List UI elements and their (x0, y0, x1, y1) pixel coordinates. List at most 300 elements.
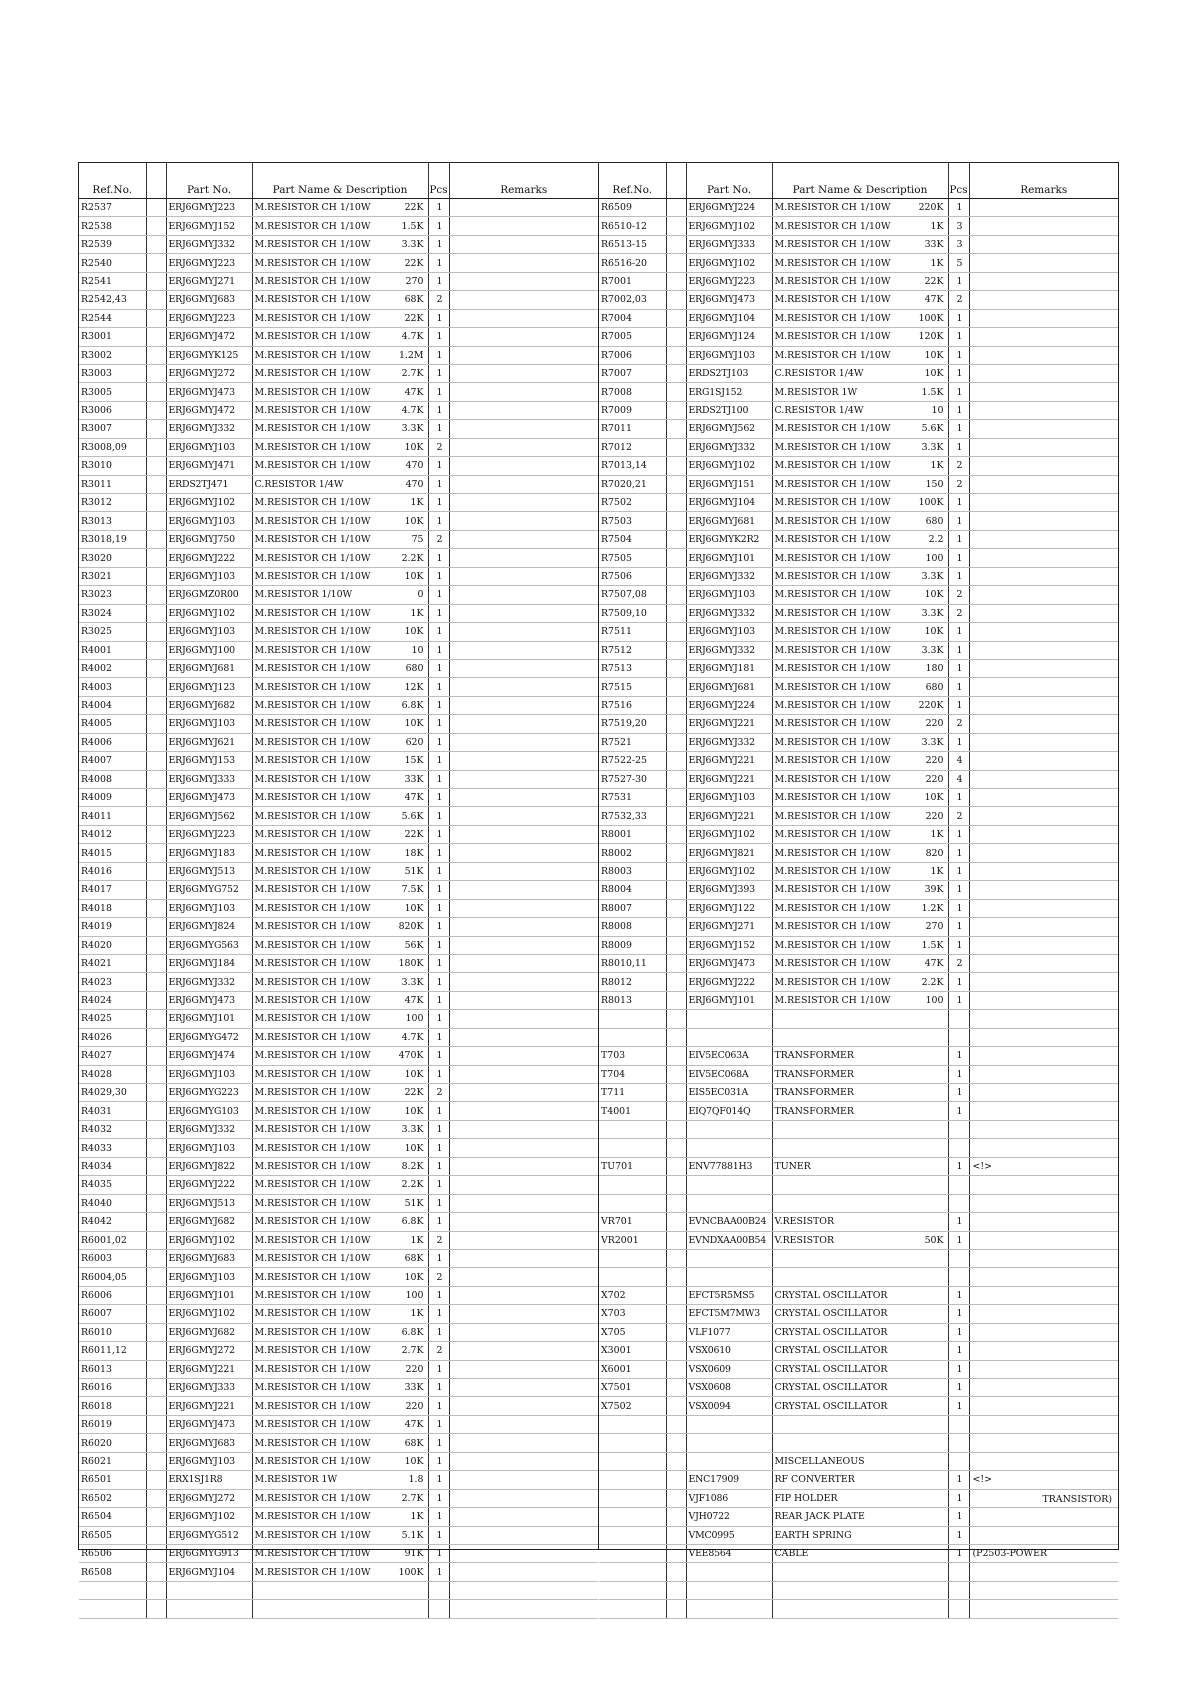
part-name: M.RESISTOR CH 1/10W (254, 1548, 371, 1560)
remarks-cell (449, 1120, 598, 1138)
part-no-cell: ERJ6GMYJ122 (686, 899, 772, 917)
remarks-cell (969, 364, 1118, 382)
pcs-cell: 1 (428, 364, 449, 382)
part-no-cell: ERJ6GMYJ332 (686, 567, 772, 585)
col-header-part: Part No. (686, 163, 772, 199)
part-name: M.RESISTOR CH 1/10W (774, 202, 891, 214)
part-value: 680 (925, 515, 944, 527)
remarks-cell (969, 1010, 1118, 1028)
remarks-cell (449, 272, 598, 290)
part-no-cell: ERJ6GMYJ103 (166, 715, 252, 733)
remarks-cell (969, 346, 1118, 364)
blank-cell (666, 770, 686, 788)
pcs-cell (948, 1563, 969, 1581)
table-row (79, 1268, 598, 1286)
description-cell (772, 567, 948, 585)
blank-cell (146, 254, 166, 272)
description-cell (252, 364, 428, 382)
remarks-cell (969, 1249, 1118, 1267)
remarks-cell (449, 1434, 598, 1452)
part-name: M.RESISTOR CH 1/10W (254, 368, 371, 380)
part-value: 91K (404, 1548, 424, 1560)
description-cell (252, 1397, 428, 1415)
description-cell (252, 954, 428, 972)
description-cell (772, 272, 948, 290)
remarks-cell (449, 1508, 598, 1526)
part-name: M.RESISTOR CH 1/10W (254, 570, 371, 582)
pcs-cell (948, 1139, 969, 1157)
table-row (599, 1600, 1118, 1618)
description-cell (252, 567, 428, 585)
blank-cell (666, 1323, 686, 1341)
part-name: M.RESISTOR CH 1/10W (774, 239, 891, 251)
col-header-desc: Part Name & Description (252, 163, 428, 199)
part-value: 22K (404, 202, 424, 214)
description-cell (252, 475, 428, 493)
part-name: M.RESISTOR 1W (774, 386, 858, 398)
part-value: 220K (918, 700, 944, 712)
part-no-cell: ERJ6GMYJ683 (166, 1434, 252, 1452)
description-cell (252, 770, 428, 788)
description-cell (772, 659, 948, 677)
ref-no-cell: R8013 (599, 991, 666, 1009)
part-no-cell: ERJ6GMYJ103 (166, 1065, 252, 1083)
ref-no-cell (599, 1139, 666, 1157)
part-value: 180 (925, 663, 944, 675)
description-cell (252, 1360, 428, 1378)
ref-no-cell: R4018 (79, 899, 146, 917)
blank-cell (146, 364, 166, 382)
remarks-cell (969, 1286, 1118, 1304)
pcs-cell: 1 (948, 309, 969, 327)
description-cell (772, 1305, 948, 1323)
blank-cell (666, 272, 686, 290)
part-no-cell: ERJ6GMYJ513 (166, 862, 252, 880)
part-value: 220 (405, 1363, 424, 1375)
ref-no-cell (599, 1249, 666, 1267)
blank-cell (666, 881, 686, 899)
description-cell (772, 862, 948, 880)
table-row (79, 752, 598, 770)
description-cell (772, 1452, 948, 1470)
description-cell (772, 346, 948, 364)
table-row (79, 401, 598, 419)
table-row (79, 862, 598, 880)
part-name: M.RESISTOR CH 1/10W (254, 1013, 371, 1025)
part-value: 22K (404, 257, 424, 269)
blank-cell (666, 1305, 686, 1323)
remarks-cell (449, 807, 598, 825)
blank-cell (666, 1600, 686, 1618)
description-cell (252, 1581, 428, 1599)
part-no-cell: ERJ6GMYJ123 (166, 678, 252, 696)
part-name: C.RESISTOR 1/4W (774, 368, 864, 380)
ref-no-cell: R7002,03 (599, 291, 666, 309)
part-name: CRYSTAL OSCILLATOR (774, 1382, 888, 1394)
blank-cell (666, 696, 686, 714)
ref-no-cell: R8007 (599, 899, 666, 917)
table-row (79, 420, 598, 438)
blank-cell (666, 383, 686, 401)
remarks-cell (449, 973, 598, 991)
blank-cell (146, 272, 166, 290)
part-no-cell: ERJ6GMYJ682 (166, 696, 252, 714)
col-header-part: Part No. (166, 163, 252, 199)
remarks-cell (449, 991, 598, 1009)
ref-no-cell: R4028 (79, 1065, 146, 1083)
part-no-cell (686, 1452, 772, 1470)
remarks-cell (449, 623, 598, 641)
description-cell (252, 272, 428, 290)
ref-no-cell: R6018 (79, 1397, 146, 1415)
ref-no-cell: R7521 (599, 733, 666, 751)
blank-cell (146, 475, 166, 493)
description-cell (772, 789, 948, 807)
description-cell (772, 328, 948, 346)
description-cell (252, 1120, 428, 1138)
part-no-cell: ERJ6GMYJ621 (166, 733, 252, 751)
remarks-cell (969, 309, 1118, 327)
part-value: 75 (411, 534, 424, 546)
part-name: M.RESISTOR CH 1/10W (774, 773, 891, 785)
table-row (599, 973, 1118, 991)
part-no-cell: ERJ6GMYJ332 (686, 604, 772, 622)
blank-cell (666, 1120, 686, 1138)
pcs-cell: 1 (428, 1286, 449, 1304)
ref-no-cell: R4019 (79, 918, 146, 936)
part-value: 1.5K (401, 220, 424, 232)
parts-table (79, 163, 598, 1619)
table-row (599, 272, 1118, 290)
part-value: 47K (404, 792, 424, 804)
part-value: 47K (924, 294, 944, 306)
part-no-cell: ERJ6GMYJ222 (166, 1176, 252, 1194)
description-cell (252, 1526, 428, 1544)
pcs-cell: 1 (948, 1323, 969, 1341)
remarks-cell (449, 328, 598, 346)
part-value: 47K (404, 995, 424, 1007)
blank-cell (666, 733, 686, 751)
table-row (599, 1047, 1118, 1065)
table-header-row (599, 163, 1118, 199)
table-row (79, 1010, 598, 1028)
part-value: 1.5K (921, 939, 944, 951)
remarks-cell (969, 1139, 1118, 1157)
description-cell (772, 512, 948, 530)
ref-no-cell (599, 1526, 666, 1544)
ref-no-cell: R7515 (599, 678, 666, 696)
blank-cell (146, 1102, 166, 1120)
table-row (79, 328, 598, 346)
part-no-cell: ERJ6GMYJ221 (166, 1397, 252, 1415)
ref-no-cell: R4027 (79, 1047, 146, 1065)
blank-cell (146, 291, 166, 309)
pcs-cell: 1 (948, 1231, 969, 1249)
blank-cell (666, 567, 686, 585)
description-cell (772, 420, 948, 438)
description-cell (252, 1323, 428, 1341)
part-name: CRYSTAL OSCILLATOR (774, 1363, 888, 1375)
part-no-cell (686, 1010, 772, 1028)
description-cell (252, 807, 428, 825)
remarks-cell (449, 235, 598, 253)
blank-cell (666, 1268, 686, 1286)
description-cell (252, 973, 428, 991)
ref-no-cell: R7507,08 (599, 586, 666, 604)
part-name: M.RESISTOR CH 1/10W (774, 441, 891, 453)
part-name: M.RESISTOR CH 1/10W (254, 1363, 371, 1375)
ref-no-cell: R4042 (79, 1213, 146, 1231)
ref-no-cell: R6502 (79, 1489, 146, 1507)
part-value: 6.8K (401, 1216, 424, 1228)
remarks-cell (449, 862, 598, 880)
remarks-cell (969, 199, 1118, 217)
remarks-cell (969, 530, 1118, 548)
part-no-cell: ERJ6GMYJ102 (166, 494, 252, 512)
ref-no-cell: X703 (599, 1305, 666, 1323)
pcs-cell: 1 (428, 401, 449, 419)
table-row (79, 254, 598, 272)
table-row (79, 586, 598, 604)
table-row (599, 401, 1118, 419)
pcs-cell: 1 (948, 199, 969, 217)
table-row (79, 991, 598, 1009)
table-row (599, 1268, 1118, 1286)
pcs-cell: 1 (428, 346, 449, 364)
description-cell (252, 1452, 428, 1470)
table-row (599, 899, 1118, 917)
part-name: M.RESISTOR CH 1/10W (254, 1050, 371, 1062)
blank-cell (666, 623, 686, 641)
remarks-cell (449, 1305, 598, 1323)
description-cell (252, 512, 428, 530)
pcs-cell: 1 (428, 678, 449, 696)
blank-cell (146, 1047, 166, 1065)
part-value: 10K (404, 1271, 424, 1283)
part-no-cell: ERJ6GMYJ184 (166, 954, 252, 972)
part-name: M.RESISTOR CH 1/10W (254, 386, 371, 398)
table-row (79, 309, 598, 327)
description-cell (252, 604, 428, 622)
pcs-cell: 4 (948, 752, 969, 770)
blank-cell (146, 1139, 166, 1157)
part-no-cell: ERJ6GMYJ223 (166, 825, 252, 843)
pcs-cell: 1 (428, 1047, 449, 1065)
part-no-cell: ERJ6GMYJ223 (166, 254, 252, 272)
description-cell (252, 1231, 428, 1249)
part-value: 220 (925, 755, 944, 767)
pcs-cell: 1 (428, 752, 449, 770)
part-no-cell (686, 1563, 772, 1581)
table-row (79, 1047, 598, 1065)
remarks-cell (969, 1526, 1118, 1544)
part-name: M.RESISTOR CH 1/10W (774, 792, 891, 804)
blank-cell (666, 1489, 686, 1507)
part-no-cell: ERJ6GMYJ224 (686, 199, 772, 217)
part-name: M.RESISTOR CH 1/10W (254, 644, 371, 656)
part-value: 270 (925, 921, 944, 933)
description-cell (252, 678, 428, 696)
part-no-cell: ERJ6GMYJ822 (166, 1157, 252, 1175)
part-value: 100 (925, 552, 944, 564)
part-no-cell: ERJ6GMYJ101 (166, 1286, 252, 1304)
part-name: M.RESISTOR CH 1/10W (774, 349, 891, 361)
table-row (599, 1544, 1118, 1562)
blank-cell (666, 1231, 686, 1249)
table-row (599, 1508, 1118, 1526)
remarks-cell (969, 825, 1118, 843)
part-no-cell: ERJ6GMYJ332 (166, 1120, 252, 1138)
part-no-cell: EIV5EC063A (686, 1047, 772, 1065)
table-row (599, 217, 1118, 235)
ref-no-cell: R7519,20 (599, 715, 666, 733)
remarks-cell (969, 512, 1118, 530)
part-name: M.RESISTOR CH 1/10W (254, 902, 371, 914)
part-no-cell: ERJ6GMYJ103 (686, 586, 772, 604)
blank-cell (666, 1563, 686, 1581)
pcs-cell: 5 (948, 254, 969, 272)
blank-cell (146, 1176, 166, 1194)
part-name: TUNER (774, 1160, 811, 1172)
ref-no-cell: R6006 (79, 1286, 146, 1304)
table-row (599, 235, 1118, 253)
table-row (599, 1286, 1118, 1304)
ref-no-cell: R4005 (79, 715, 146, 733)
ref-no-cell: R4016 (79, 862, 146, 880)
table-row (599, 1231, 1118, 1249)
description-cell (772, 494, 948, 512)
blank-cell (146, 328, 166, 346)
description-cell (772, 641, 948, 659)
part-name: M.RESISTOR CH 1/10W (254, 312, 371, 324)
part-value: 470 (405, 478, 424, 490)
part-value: 100 (405, 1290, 424, 1302)
blank-cell (666, 1526, 686, 1544)
pcs-cell: 4 (948, 770, 969, 788)
table-row (599, 807, 1118, 825)
ref-no-cell: R4007 (79, 752, 146, 770)
description-cell (252, 1010, 428, 1028)
blank-cell (146, 1157, 166, 1175)
blank-cell (146, 954, 166, 972)
blank-cell (146, 844, 166, 862)
pcs-cell: 1 (428, 1360, 449, 1378)
pcs-cell: 1 (948, 438, 969, 456)
blank-cell (146, 1379, 166, 1397)
pcs-cell: 1 (428, 899, 449, 917)
table-row (79, 364, 598, 382)
ref-no-cell: X3001 (599, 1342, 666, 1360)
description-cell (772, 918, 948, 936)
part-value: 2.2K (401, 552, 424, 564)
table-row (79, 918, 598, 936)
blank-cell (666, 1471, 686, 1489)
part-no-cell: ERJ6GMYJ332 (686, 438, 772, 456)
part-name: M.RESISTOR CH 1/10W (254, 220, 371, 232)
table-row (599, 1176, 1118, 1194)
blank-cell (146, 1268, 166, 1286)
blank-cell (146, 235, 166, 253)
pcs-cell: 2 (428, 438, 449, 456)
description-cell (772, 1581, 948, 1599)
table-row (599, 364, 1118, 382)
ref-no-cell: R6505 (79, 1526, 146, 1544)
description-cell (772, 254, 948, 272)
part-no-cell: ERJ6GMYJ101 (686, 549, 772, 567)
part-no-cell: ERJ6GMYJ100 (166, 641, 252, 659)
part-no-cell: ERJ6GMYJ104 (686, 309, 772, 327)
ref-no-cell (599, 1563, 666, 1581)
remarks-cell (449, 401, 598, 419)
pcs-cell (948, 1268, 969, 1286)
part-no-cell: ERJ6GMYG752 (166, 881, 252, 899)
ref-no-cell: R8004 (599, 881, 666, 899)
pcs-cell: 2 (948, 475, 969, 493)
part-value: 3.3K (921, 736, 944, 748)
ref-no-cell: T703 (599, 1047, 666, 1065)
pcs-cell: 1 (428, 272, 449, 290)
pcs-cell: 1 (428, 789, 449, 807)
description-cell (252, 1213, 428, 1231)
part-value: 2.2K (401, 1179, 424, 1191)
part-name: TRANSFORMER (774, 1068, 854, 1080)
ref-no-cell (599, 1120, 666, 1138)
part-no-cell: ERG1SJ152 (686, 383, 772, 401)
ref-no-cell: R4040 (79, 1194, 146, 1212)
table-row (79, 1286, 598, 1304)
part-name: FIP HOLDER (774, 1492, 838, 1504)
blank-cell (666, 235, 686, 253)
part-no-cell: ERJ6GMYJ223 (686, 272, 772, 290)
table-body (79, 199, 598, 1619)
col-header-desc: Part Name & Description (772, 163, 948, 199)
blank-cell (146, 1323, 166, 1341)
description-cell (772, 1010, 948, 1028)
pcs-cell: 1 (428, 825, 449, 843)
ref-no-cell: R7009 (599, 401, 666, 419)
description-cell (252, 1139, 428, 1157)
blank-cell (666, 752, 686, 770)
description-cell (772, 530, 948, 548)
part-no-cell: ERJ6GMYJ271 (686, 918, 772, 936)
pcs-cell: 1 (948, 678, 969, 696)
part-name: M.RESISTOR CH 1/10W (774, 700, 891, 712)
remarks-cell (449, 1360, 598, 1378)
part-no-cell: ERDS2TJ471 (166, 475, 252, 493)
table-row (79, 954, 598, 972)
blank-cell (146, 199, 166, 217)
description-cell (772, 623, 948, 641)
blank-cell (666, 954, 686, 972)
pcs-cell: 1 (948, 844, 969, 862)
table-row (599, 659, 1118, 677)
part-name: MISCELLANEOUS (774, 1455, 865, 1467)
table-row (79, 1176, 598, 1194)
table-row (599, 328, 1118, 346)
ref-no-cell: R7516 (599, 696, 666, 714)
description-cell (772, 1563, 948, 1581)
remarks-cell (969, 217, 1118, 235)
blank-cell (666, 844, 686, 862)
part-name: TRANSFORMER (774, 1087, 854, 1099)
table-row (79, 1157, 598, 1175)
table-row (79, 899, 598, 917)
remarks-cell (969, 844, 1118, 862)
ref-no-cell: R3012 (79, 494, 146, 512)
part-name: M.RESISTOR CH 1/10W (254, 1492, 371, 1504)
part-no-cell: ERJ6GMYJ682 (166, 1323, 252, 1341)
description-cell (772, 825, 948, 843)
